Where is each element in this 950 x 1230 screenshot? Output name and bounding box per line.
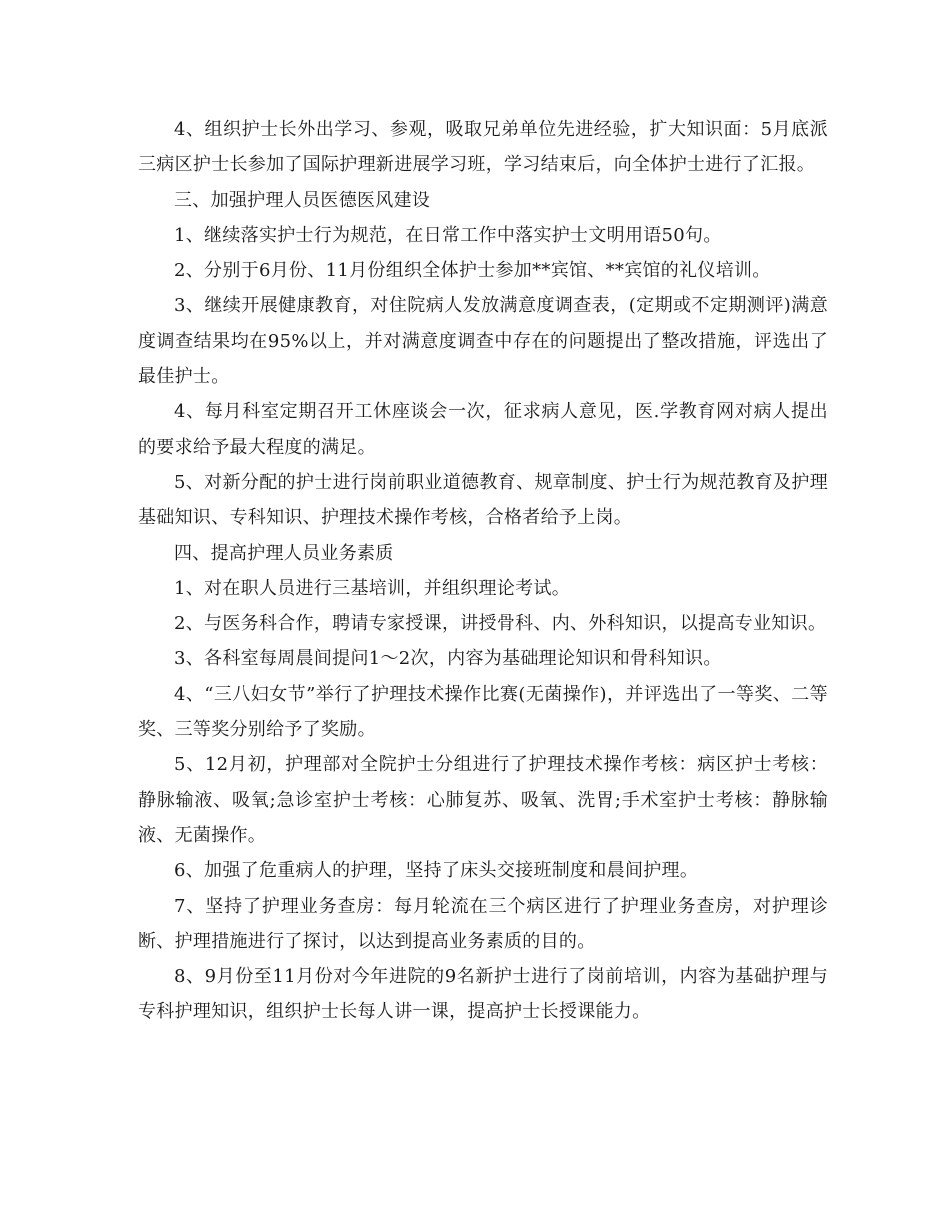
paragraph-10: 2、与医务科合作，聘请专家授课，讲授骨科、内、外科知识，以提高专业知识。	[174, 613, 827, 635]
paragraph-4: 2、分别于6月份、11月份组织全体护士参加**宾馆、**宾馆的礼仪培训。	[174, 260, 771, 282]
paragraph-16: 8、9月份至11月份对今年进院的9名新护士进行了岗前培训，内容为基础护理与专科护理知识，组织护士长每人讲一课，提高护士长授课能力。	[138, 966, 828, 1023]
paragraph-15: 7、坚持了护理业务查房：每月轮流在三个病区进行了护理业务查房，对护理诊断、护理措施进行了探讨，以达到提高业务素质的目的。	[138, 895, 828, 952]
paragraph-7: 5、对新分配的护士进行岗前职业道德教育、规章制度、护士行为规范教育及护理基础知识、专科知识、护理技术操作考核，合格者给予上岗。	[138, 471, 828, 529]
paragraph-3: 1、继续落实护士行为规范，在日常工作中落实护士文明用语50句。	[174, 224, 722, 246]
paragraph-13: 5、12月初，护理部对全院护士分组进行了护理技术操作考核：病区护士考核：静脉输液、吸氧;急诊室护士考核：心肺复苏、吸氧、洗胃;手术室护士考核：静脉输液、无菌操作。	[138, 754, 828, 846]
paragraph-6: 4、每月科室定期召开工休座谈会一次，征求病人意见，医.学教育网对病人提出的要求给予最大程度的满足。	[138, 401, 828, 458]
paragraph-5: 3、继续开展健康教育，对住院病人发放满意度调查表，(定期或不定期测评)满意度调查结果均在95%以上，并对满意度调查中存在的问题提出了整改措施，评选出了最佳护士。	[138, 295, 828, 388]
paragraph-12: 4、“三八妇女节”举行了护理技术操作比赛(无菌操作)，并评选出了一等奖、二等奖、三等奖分别给予了奖励。	[138, 683, 828, 741]
section-heading-3: 三、加强护理人员医德医风建设	[174, 189, 431, 211]
paragraph-9: 1、对在职人员进行三基培训，并组织理论考试。	[174, 577, 571, 599]
document-body	[138, 112, 828, 1030]
paragraph-14: 6、加强了危重病人的护理，坚持了床头交接班制度和晨间护理。	[174, 860, 699, 882]
paragraph-1: 4、组织护士长外出学习、参观，吸取兄弟单位先进经验，扩大知识面：5月底派三病区护士长参加了国际护理新进展学习班，学习结束后，向全体护士进行了汇报。	[138, 119, 828, 176]
paragraph-11: 3、各科室每周晨间提问1～2次，内容为基础理论知识和骨科知识。	[174, 648, 722, 670]
section-heading-4: 四、提高护理人员业务素质	[174, 542, 394, 564]
